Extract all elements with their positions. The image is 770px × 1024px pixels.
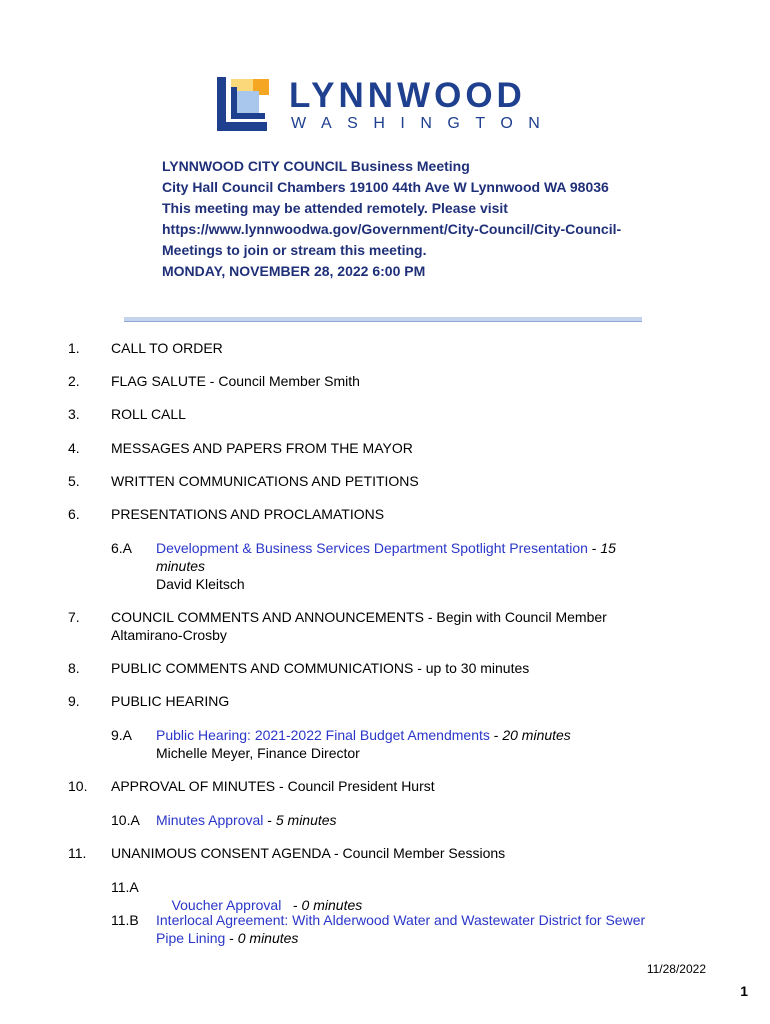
minutes-approval-link[interactable]: Minutes Approval [156,812,264,828]
item-number: 6. [68,506,80,522]
item-text: FLAG SALUTE - Council Member Smith [111,373,360,389]
logo-wordmark: LYNNWOOD [289,76,526,115]
separator: - [489,727,503,743]
spotlight-presentation-link[interactable]: Development & Business Services Department Spotlight Presentation [156,540,588,556]
item-number: 11. [68,845,87,861]
item-text: UNANIMOUS CONSENT AGENDA - Council Member Sessions [111,845,506,861]
item-text: PUBLIC COMMENTS AND COMMUNICATIONS - up to 30 minutes [111,660,530,676]
item-number: 2. [68,373,80,389]
item-text: ROLL CALL [111,406,186,422]
remote-url: https://www.lynnwoodwa.gov/Government/City-Council/City-Council- [162,221,622,237]
item-text: CALL TO ORDER [111,340,223,356]
item-number: 8. [68,660,80,676]
duration: 0 minutes [301,897,363,913]
separator: - [225,930,238,946]
item-text: PRESENTATIONS AND PROCLAMATIONS [111,506,385,522]
separator: - [587,540,601,556]
duration-cont: minutes [156,558,206,574]
item-text: APPROVAL OF MINUTES - Council President Hurst [111,778,435,794]
item-number: 5. [68,473,80,489]
item-number: 4. [68,440,80,456]
subitem-number: 9.A [111,727,133,743]
logo-subtitle: WASHINGTON [291,115,556,132]
footer-date: 11/28/2022 [646,962,706,976]
separator: - [281,897,302,913]
remote-notice-end: Meetings to join or stream this meeting. [162,242,427,258]
subitem-number: 11.B [111,912,139,928]
lynnwood-logo-icon [217,77,271,131]
voucher-approval-link[interactable]: Voucher Approval [171,897,282,913]
item-text: WRITTEN COMMUNICATIONS AND PETITIONS [111,473,419,489]
item-number: 7. [68,609,80,625]
item-text: PUBLIC HEARING [111,693,230,709]
item-number: 3. [68,406,80,422]
item-number: 1. [68,340,80,356]
subitem-number: 10.A [111,812,140,828]
item-number: 10. [68,778,88,794]
interlocal-agreement-link-cont[interactable]: Pipe Lining [156,930,226,946]
item-text-cont: Altamirano-Crosby [111,627,227,643]
item-number: 9. [68,693,80,709]
meeting-title: LYNNWOOD CITY COUNCIL Business Meeting [162,158,470,174]
header-divider [124,317,642,322]
separator: - [263,812,276,828]
subitem-number: 6.A [111,540,133,556]
remote-notice: This meeting may be attended remotely. Please visit [162,200,508,216]
duration: 5 minutes [275,812,337,828]
budget-hearing-link[interactable]: Public Hearing: 2021-2022 Final Budget Amendments [156,727,490,743]
presenter: Michelle Meyer, Finance Director [156,745,360,761]
lynnwood-logo [217,77,557,137]
meeting-date: MONDAY, NOVEMBER 28, 2022 6:00 PM [162,263,426,279]
page-number: 1 [740,983,748,999]
duration: 20 minutes [502,727,571,743]
meeting-header [162,156,682,282]
subitem-number: 11.A [111,879,139,895]
interlocal-agreement-link[interactable]: Interlocal Agreement: With Alderwood Water and Wastewater District for Sewer [156,912,646,928]
presenter: David Kleitsch [156,576,245,592]
duration: 15 [600,540,616,556]
duration: 0 minutes [237,930,299,946]
item-text: MESSAGES AND PAPERS FROM THE MAYOR [111,440,413,456]
meeting-location: City Hall Council Chambers 19100 44th Ave W Lynnwood WA 98036 [162,179,609,195]
item-text: COUNCIL COMMENTS AND ANNOUNCEMENTS - Begin with Council Member [111,609,607,625]
